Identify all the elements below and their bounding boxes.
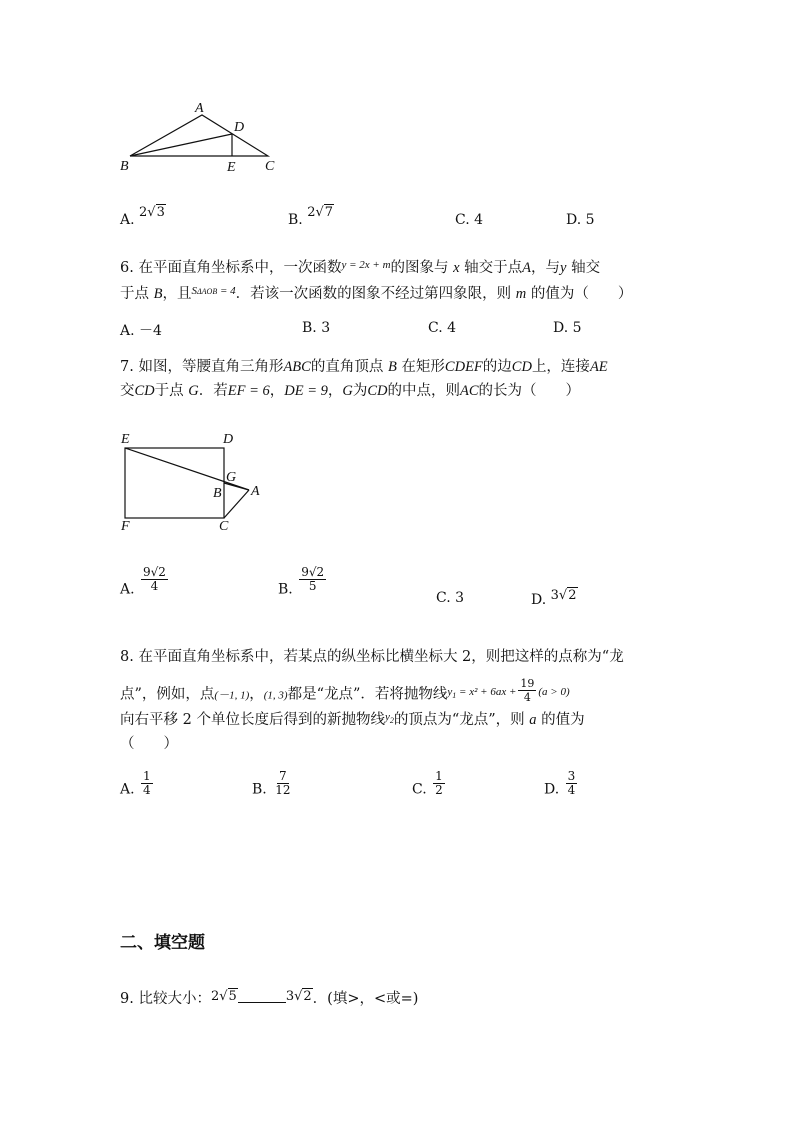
q7-option-a: A. $\frac{9√2}{4}$ — [120, 565, 166, 598]
q6-line1: 6. 在平面直角坐标系中，一次函数$^{y = 2x + m}$的图象与 x 轴交于点A，与y 轴交 — [120, 259, 601, 276]
q5-option-b: B. 2√7 — [288, 205, 334, 228]
q7-option-b: B. $\frac{9√2}{5}$ — [278, 565, 325, 598]
point-d-label: D — [223, 432, 234, 447]
q8-line3: 向右平移 2 个单位长度后得到的新抛物线$^{y_2}$的顶点为“龙点”，则 a 的值为 — [120, 711, 585, 728]
point-e-label: E — [121, 432, 130, 447]
point-c-label: C — [219, 519, 229, 534]
point-a-label: A — [251, 484, 260, 499]
q6-option-d: D. 5 — [553, 320, 582, 336]
q8-option-c: C. $\frac{1}{2}$ — [412, 769, 443, 798]
q7-line2: 交CD于点 G．若EF = 6，DE = 9，G为CD的中点，则AC的长为（ ） — [120, 383, 581, 399]
q9-line: 9. 比较大小：2√5 3√2．(填>，<或=) — [120, 989, 419, 1007]
point-e-label: E — [227, 160, 236, 175]
section-title: 二、填空题 — [120, 933, 205, 953]
q5-option-c: C. 4 — [455, 212, 484, 228]
q8-line2: 点”，例如，点(－1, 1)，(1, 3)都是“龙点”．若将抛物线$^{y_1 = x^2 + 6ax +}$ $\frac{19}{4}$ $^{(a > 0)}$ — [120, 677, 570, 704]
point-g-label: G — [226, 470, 237, 485]
point-f-label: F — [121, 519, 130, 534]
triangle-figure — [110, 95, 300, 180]
q5-option-d: D. 5 — [566, 212, 595, 228]
rectangle-figure — [112, 428, 272, 538]
answer-blank[interactable] — [238, 988, 286, 1003]
point-c-label: C — [265, 159, 275, 174]
point-b-label: B — [213, 486, 222, 501]
q6-option-a: A. －4 — [120, 323, 162, 339]
q7-option-d: D. 3√2 — [531, 588, 577, 608]
q6-line2: 于点 B，且$^{S\Delta AOB = 4}$．若该一次函数的图象不经过第四象限，则 m 的值为（ ） — [120, 285, 633, 302]
q8-option-b: B. $\frac{7}{12}$ — [252, 769, 291, 798]
q8-line1: 8. 在平面直角坐标系中，若某点的纵坐标比横坐标大 2，则把这样的点称为“龙 — [120, 649, 624, 665]
q8-line4: （ ） — [120, 736, 178, 752]
point-d-label: D — [234, 120, 245, 135]
q6-option-b: B. 3 — [302, 320, 331, 336]
q8-option-d: D. $\frac{3}{4}$ — [544, 769, 576, 798]
point-b-label: B — [120, 159, 129, 174]
q7-option-c: C. 3 — [436, 590, 465, 606]
point-a-label: A — [195, 101, 204, 116]
q6-option-c: C. 4 — [428, 320, 457, 336]
q8-option-a: A. $\frac{1}{4}$ — [120, 769, 151, 798]
q7-line1: 7. 如图，等腰直角三角形ABC的直角顶点 B 在矩形CDEF的边CD上，连接AE — [120, 359, 608, 375]
q5-option-a: A. 2√3 — [120, 205, 165, 228]
